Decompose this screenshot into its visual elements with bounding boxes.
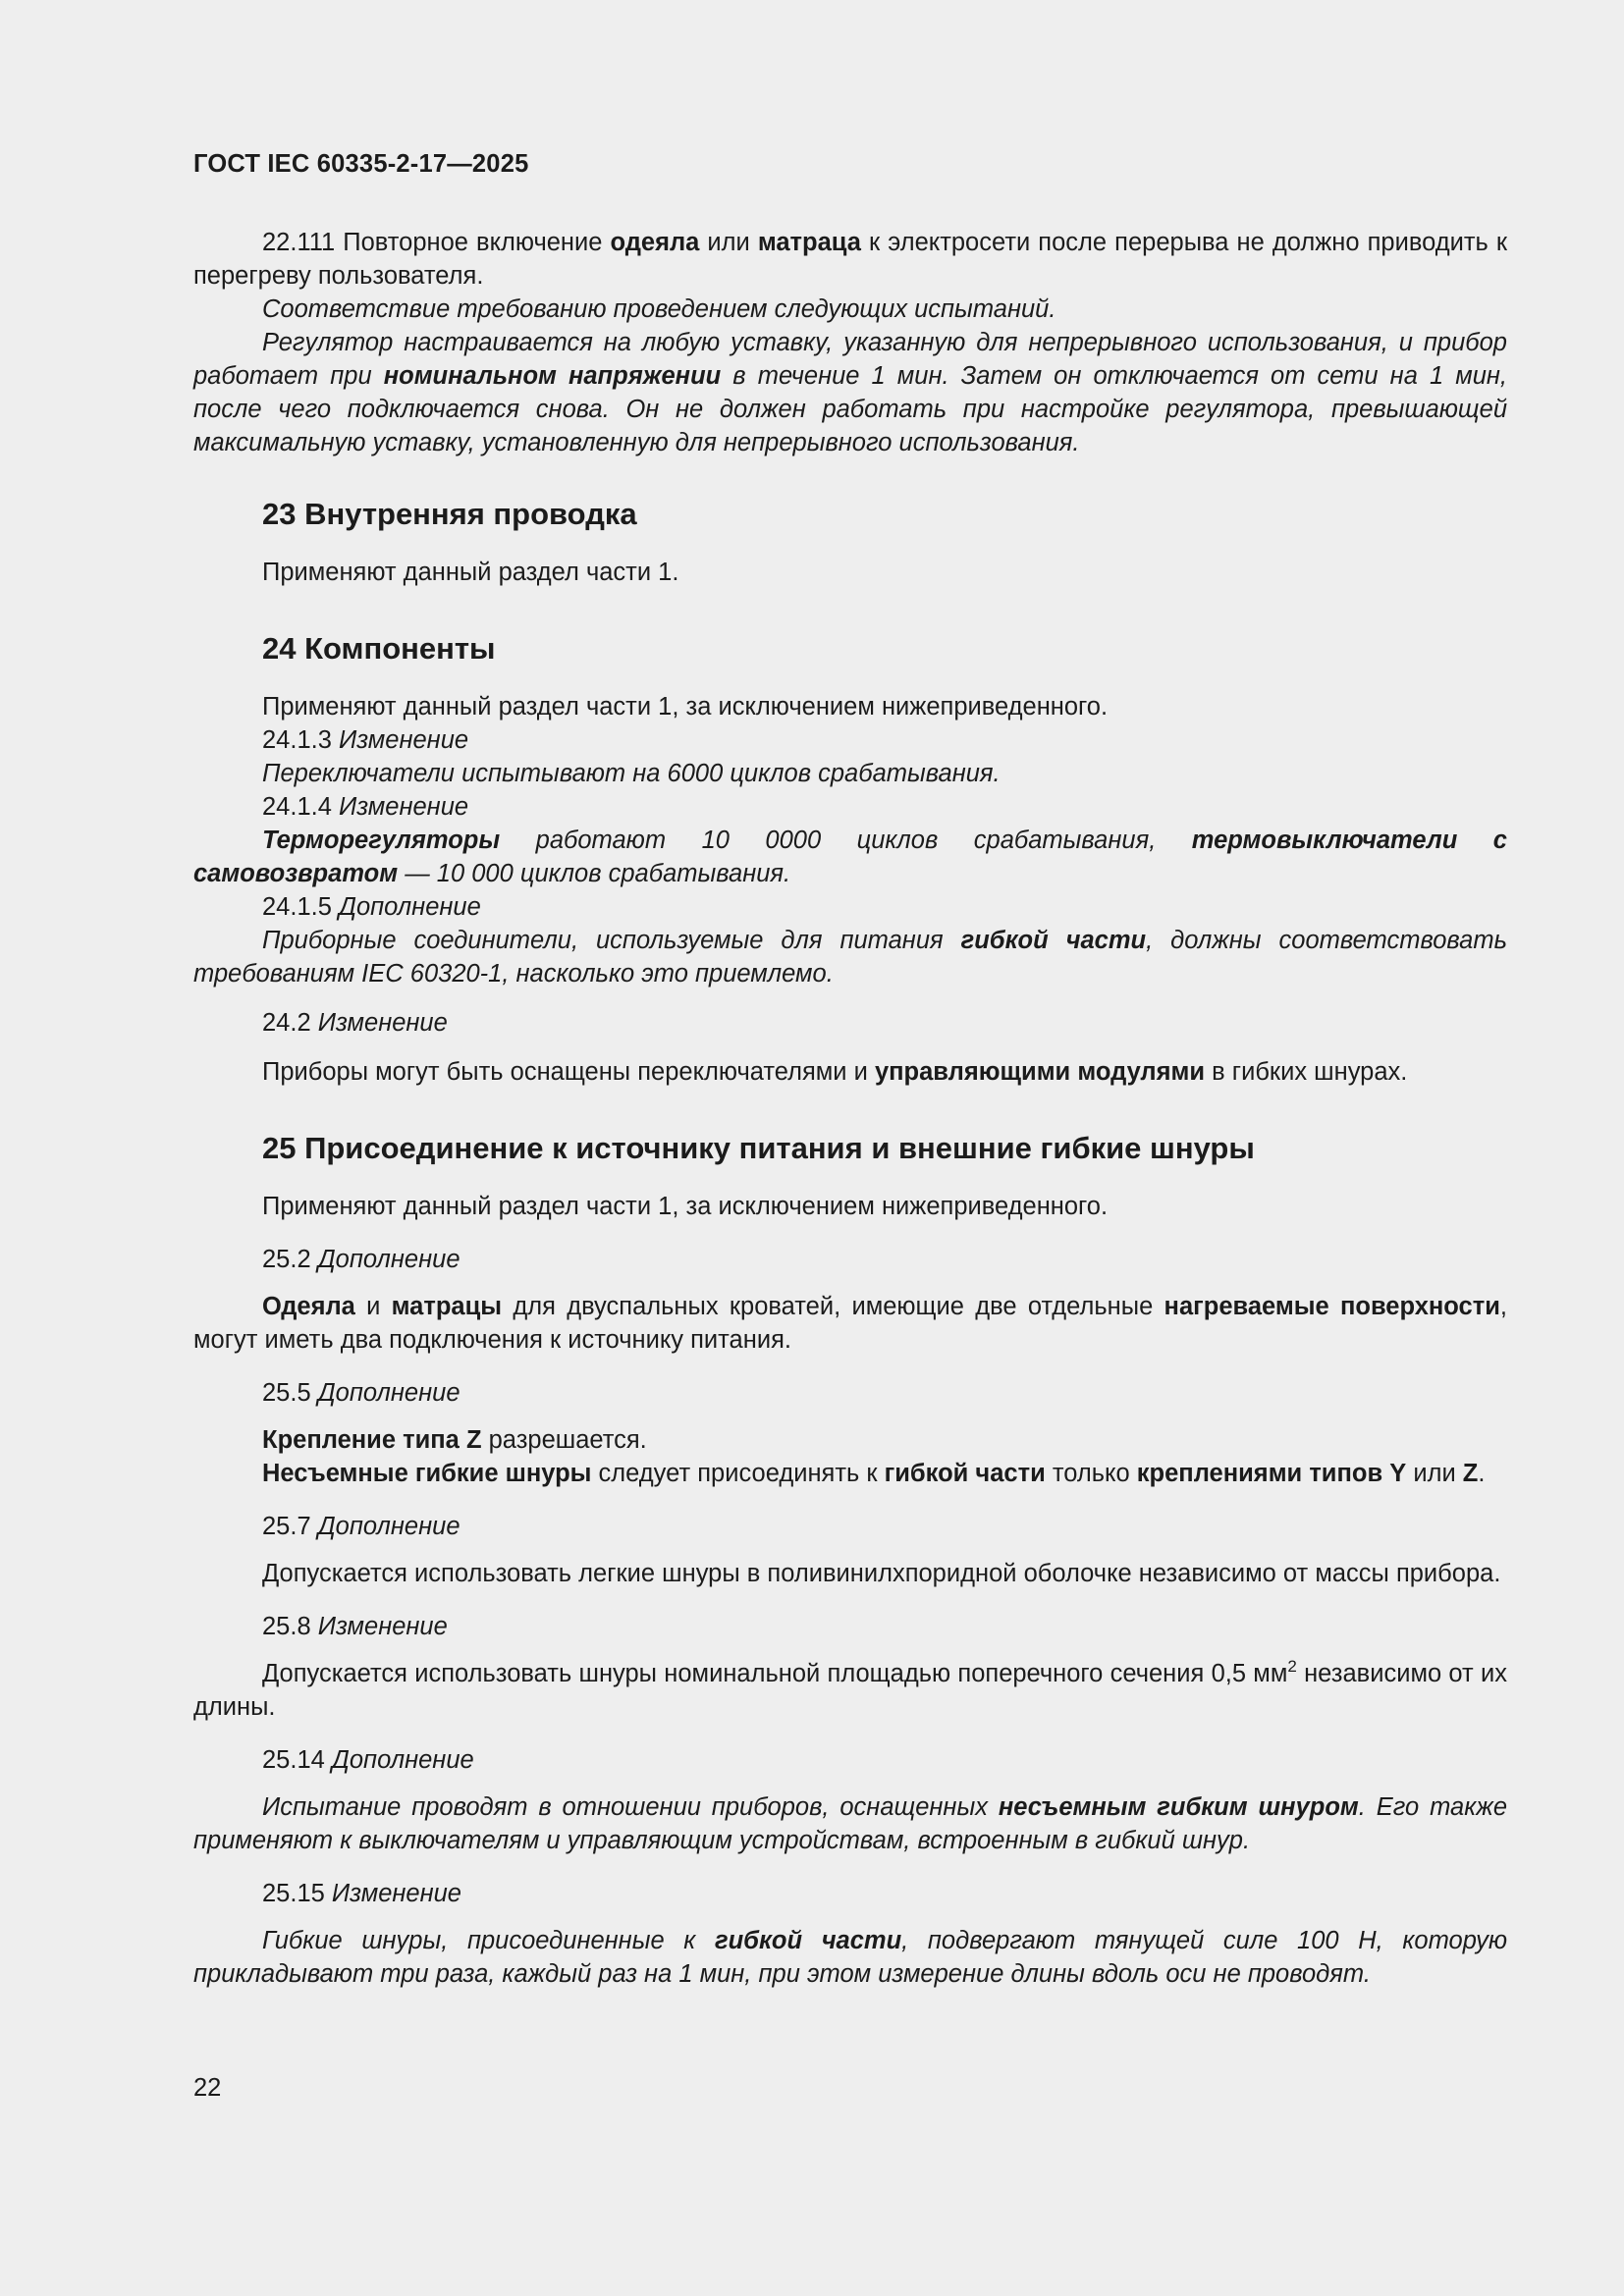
clause-number: 25.2 [262, 1246, 318, 1273]
clause-24-2-label [193, 1006, 1507, 1040]
clause-24-1-3-text: Переключатели испытывают на 6000 циклов срабатывания. [262, 760, 1001, 787]
clause-kind: Дополнение [338, 893, 481, 921]
clause-25-5-label [193, 1376, 1507, 1410]
clause-25-7-text: Допускается использовать легкие шнуры в поливинилхпоридной оболочке независимо от массы прибора. [262, 1560, 1501, 1587]
clause-25-15-text [193, 1924, 1507, 1991]
defined-term: Крепление типа Z [262, 1426, 482, 1454]
clause-number: 25.5 [262, 1379, 318, 1407]
clause-kind: Дополнение [317, 1246, 460, 1273]
defined-term: гибкой части [715, 1927, 902, 1954]
text-run: . [1478, 1460, 1486, 1487]
clause-25-15-label [193, 1877, 1507, 1910]
section-23-heading: 23 Внутренняя проводка [262, 497, 637, 531]
clause-24-1-3-label [193, 723, 1507, 757]
clause-25-14-label [193, 1743, 1507, 1777]
clause-25-5-text-2 [193, 1457, 1507, 1490]
text-run: или [699, 229, 758, 256]
defined-term: одеяла [610, 229, 700, 256]
text-run: Гибкие шнуры, присоединенные к [262, 1927, 715, 1954]
clause-number: 24.1.3 [262, 726, 339, 754]
test-procedure [193, 326, 1507, 459]
clause-24-1-5-label [193, 890, 1507, 924]
clause-kind: Изменение [338, 793, 469, 821]
clause-22-111 [193, 226, 1507, 459]
text-run: разрешается. [481, 1426, 647, 1454]
text-run: Регулятор настраивается на любую уставку, указанную для непрерывного использования, и прибор работает при [193, 329, 1507, 390]
clause-kind: Дополнение [317, 1379, 460, 1407]
text-run: , подвергают тянущей силе 100 Н, которую прикладывают три раза, каждый раз на 1 мин, при этом измерение длины вдоль оси не проводят. [193, 1927, 1507, 1988]
text-run: работают 10 0000 циклов срабатывания, [500, 827, 1192, 854]
text-run: , могут иметь два подключения к источнику питания. [193, 1293, 1507, 1354]
clause-25-2-label [193, 1243, 1507, 1276]
compliance-statement: Соответствие требованию проведением следующих испытаний. [262, 295, 1056, 323]
text-run: к электросети после перерыва не должно приводить к перегреву пользователя. [193, 229, 1507, 290]
text-run: и [354, 1293, 392, 1320]
clause-25-2-text [193, 1290, 1507, 1357]
clause-kind: Дополнение [331, 1746, 474, 1774]
defined-term: Одеяла [262, 1293, 355, 1320]
text-run: только [1045, 1460, 1137, 1487]
clause-kind: Дополнение [317, 1513, 460, 1540]
clause-24-1-4-text [193, 824, 1507, 890]
clause-25-14-text [193, 1790, 1507, 1857]
text-run: следует присоединять к [591, 1460, 885, 1487]
defined-term: термовыключатели с самовозвратом [193, 827, 1507, 887]
clause-kind: Изменение [338, 726, 469, 754]
text-run: Приборные соединители, используемые для питания [262, 927, 961, 954]
text-run: Допускается использовать шнуры номинальной площадью поперечного сечения 0,5 мм [262, 1660, 1288, 1687]
section-24-body [193, 690, 1507, 1089]
superscript: 2 [1287, 1657, 1297, 1676]
defined-term: номинальном напряжении [383, 362, 722, 390]
defined-term: Терморегуляторы [262, 827, 501, 854]
clause-number: 25.15 [262, 1880, 332, 1907]
text-run: . Его также применяют к выключателям и управляющим устройствам, встроенным в гибкий шнур. [193, 1793, 1507, 1854]
clause-kind: Изменение [331, 1880, 461, 1907]
section-24-intro: Применяют данный раздел части 1, за исключением нижеприведенного. [262, 693, 1109, 721]
text-run: или [1406, 1460, 1463, 1487]
defined-term: креплениями типов Y [1136, 1460, 1407, 1487]
text-run: , должны соответствовать требованиям IEC 60320-1, насколько это приемлемо. [193, 927, 1507, 988]
page-number: 22 [193, 2074, 222, 2102]
document-header: ГОСТ IEC 60335-2-17—2025 [193, 150, 529, 178]
defined-term: гибкой части [884, 1460, 1046, 1487]
defined-term: матрацы [391, 1293, 503, 1320]
defined-term: Z [1462, 1460, 1479, 1487]
clause-25-5-text-1 [193, 1423, 1507, 1457]
clause-number: 22.111 [262, 229, 344, 256]
text-run: Приборы могут быть оснащены переключателями и [262, 1058, 875, 1086]
clause-kind: Изменение [317, 1613, 448, 1640]
text-run: Испытание проводят в отношении приборов, оснащенных [262, 1793, 999, 1821]
text-run: независимо от их длины. [193, 1660, 1507, 1721]
clause-number: 25.8 [262, 1613, 318, 1640]
clause-24-1-5-text [193, 924, 1507, 990]
section-24-heading: 24 Компоненты [262, 631, 496, 666]
defined-term: гибкой части [960, 927, 1147, 954]
clause-number: 25.14 [262, 1746, 332, 1774]
text-run: в гибких шнурах. [1205, 1058, 1408, 1086]
clause-24-2-text [193, 1055, 1507, 1089]
clause-kind: Изменение [317, 1009, 448, 1037]
clause-25-7-label [193, 1510, 1507, 1543]
clause-number: 24.1.5 [262, 893, 339, 921]
clause-number: 24.2 [262, 1009, 318, 1037]
section-25-body [193, 1190, 1507, 1991]
clause-22-111-text [193, 226, 1507, 293]
section-25-intro: Применяют данный раздел части 1, за исключением нижеприведенного. [262, 1193, 1109, 1220]
text-run: — 10 000 циклов срабатывания. [398, 860, 791, 887]
defined-term: несъемным гибким шнуром [998, 1793, 1359, 1821]
text-run: Повторное включение [343, 229, 611, 256]
defined-term: матраца [757, 229, 861, 256]
clause-24-1-4-label [193, 790, 1507, 824]
clause-number: 25.7 [262, 1513, 318, 1540]
defined-term: управляющими модулями [874, 1058, 1206, 1086]
text-run: для двуспальных кроватей, имеющие две отдельные [502, 1293, 1164, 1320]
section-23-text: Применяют данный раздел части 1. [262, 559, 679, 586]
clause-25-8-text [193, 1657, 1507, 1724]
text-run: в течение 1 мин. Затем он отключается от сети на 1 мин, после чего подключается снова. Он не должен работать при настройке регулятора, превышающей максимальную уставку, установленную для непрерывного использования. [193, 362, 1508, 456]
clause-25-8-label [193, 1610, 1507, 1643]
section-25-heading: 25 Присоединение к источнику питания и внешние гибкие шнуры [262, 1131, 1255, 1165]
defined-term: Несъемные гибкие шнуры [262, 1460, 592, 1487]
defined-term: нагреваемые поверхности [1164, 1293, 1500, 1320]
clause-number: 24.1.4 [262, 793, 339, 821]
